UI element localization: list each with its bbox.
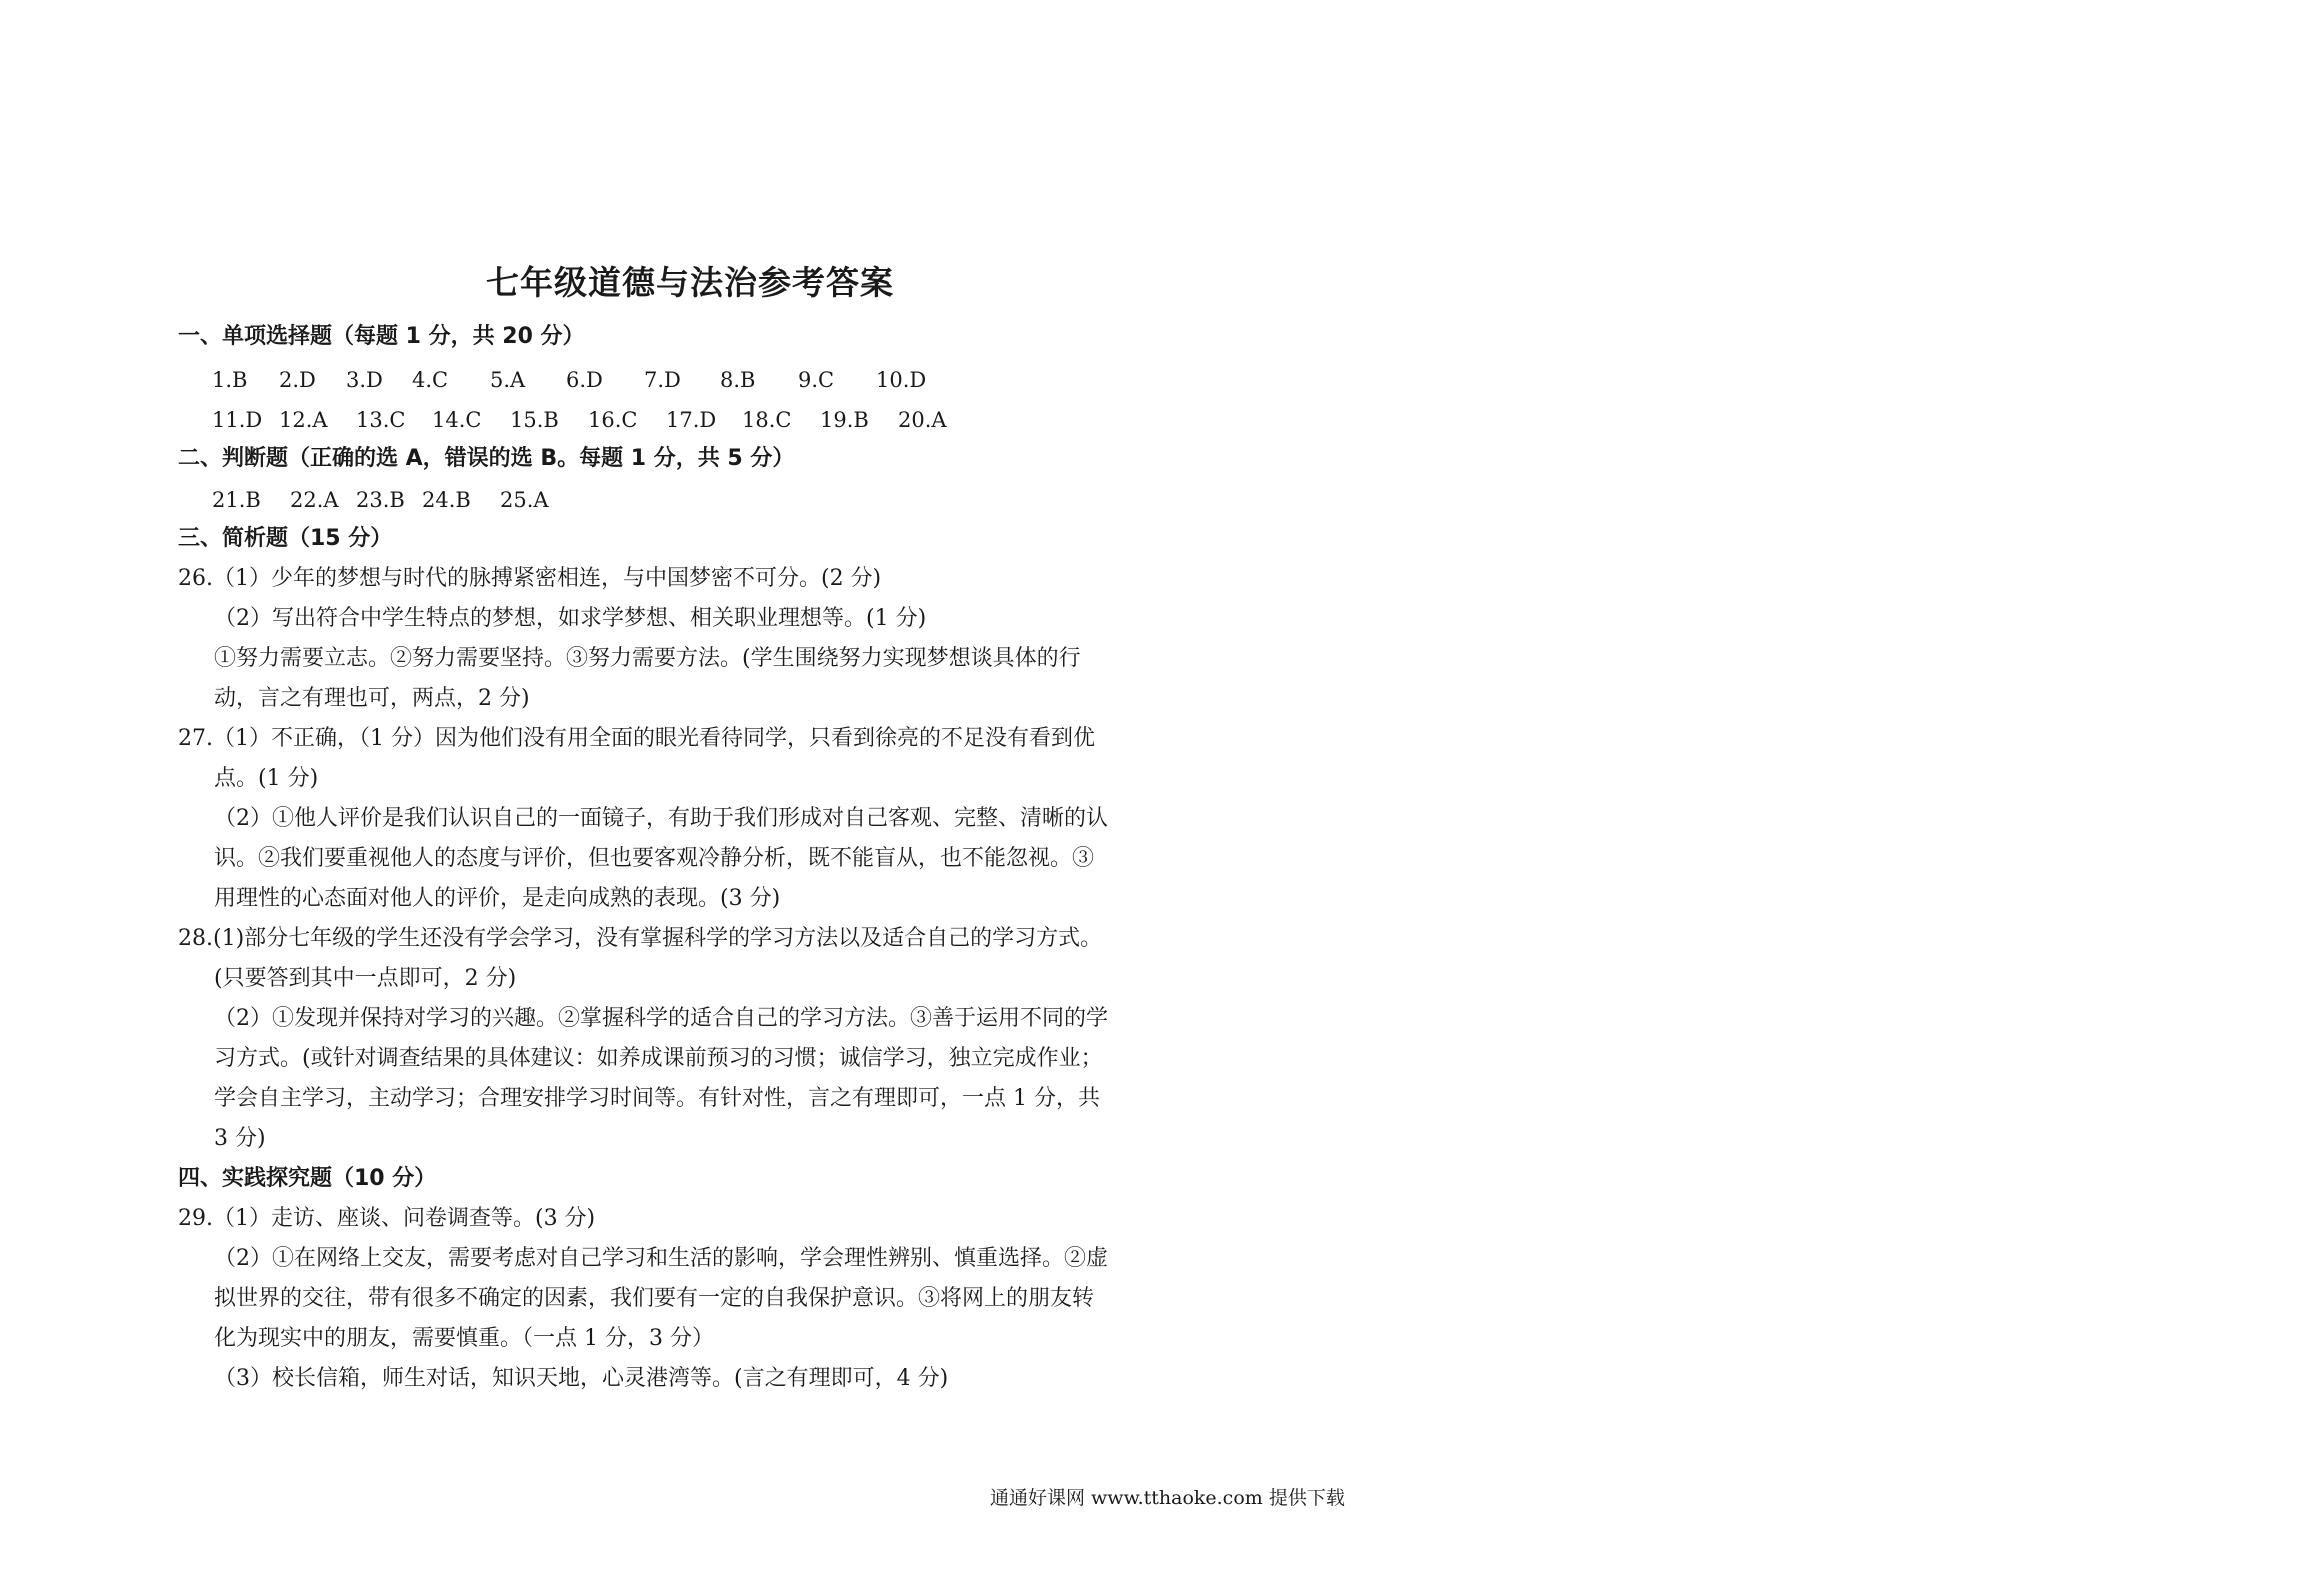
section3-heading: 三、简析题（15 分） (178, 526, 393, 551)
q28-line-3: （2）①发现并保持对学习的兴趣。②掌握科学的适合自己的学习方法。③善于运用不同的学 (214, 1006, 1109, 1031)
q27-line-1: 27.（1）不正确，（1 分）因为他们没有用全面的眼光看待同学，只看到徐亮的不足没有看到优 (178, 726, 1095, 751)
q28-line-4: 习方式。(或针对调查结果的具体建议：如养成课前预习的习惯；诚信学习，独立完成作业； (214, 1046, 1103, 1071)
q27-line-3: （2）①他人评价是我们认识自己的一面镜子，有助于我们形成对自己客观、完整、清晰的认 (214, 806, 1109, 831)
answer-25: 25.A (500, 488, 549, 512)
answer-22: 22.A (290, 488, 339, 512)
q29-line-5: （3）校长信箱，师生对话，知识天地，心灵港湾等。(言之有理即可，4 分) (214, 1366, 949, 1391)
q27-line-4: 识。②我们要重视他人的态度与评价，但也要客观冷静分析，既不能盲从，也不能忽视。③ (214, 846, 1095, 871)
section1-heading: 一、单项选择题（每题 1 分，共 20 分） (178, 324, 585, 349)
q27-line-2: 点。(1 分) (214, 766, 319, 791)
answer-15: 15.B (510, 408, 559, 432)
page-footer: 通通好课网 www.tthaoke.com 提供下载 (990, 1487, 1345, 1509)
answer-16: 16.C (588, 408, 638, 432)
answer-12: 12.A (279, 408, 328, 432)
answer-8: 8.B (720, 368, 756, 392)
q26-line-1: 26.（1）少年的梦想与时代的脉搏紧密相连，与中国梦密不可分。(2 分) (178, 566, 882, 591)
answer-6: 6.D (566, 368, 603, 392)
answer-13: 13.C (356, 408, 406, 432)
section2-heading: 二、判断题（正确的选 A，错误的选 B。每题 1 分，共 5 分） (178, 446, 795, 471)
q26-line-4: 动，言之有理也可，两点，2 分) (214, 686, 530, 711)
answer-24: 24.B (422, 488, 471, 512)
page-title: 七年级道德与法治参考答案 (486, 263, 894, 302)
q26-line-2: （2）写出符合中学生特点的梦想，如求学梦想、相关职业理想等。(1 分) (214, 606, 927, 631)
section4-heading: 四、实践探究题（10 分） (178, 1166, 437, 1191)
q26-line-3: ①努力需要立志。②努力需要坚持。③努力需要方法。(学生围绕努力实现梦想谈具体的行 (214, 646, 1081, 671)
q28-line-5: 学会自主学习，主动学习；合理安排学习时间等。有针对性，言之有理即可，一点 1 分，共 (214, 1086, 1100, 1111)
answer-21: 21.B (212, 488, 261, 512)
q28-line-2: (只要答到其中一点即可，2 分) (214, 966, 517, 991)
q29-line-1: 29.（1）走访、座谈、问卷调查等。(3 分) (178, 1206, 596, 1231)
answer-3: 3.D (346, 368, 383, 392)
q29-line-2: （2）①在网络上交友，需要考虑对自己学习和生活的影响，学会理性辨别、慎重选择。②虚 (214, 1246, 1109, 1271)
answer-10: 10.D (876, 368, 927, 392)
answer-5: 5.A (490, 368, 526, 392)
answer-4: 4.C (412, 368, 449, 392)
q29-line-3: 拟世界的交往，带有很多不确定的因素，我们要有一定的自我保护意识。③将网上的朋友转 (214, 1286, 1095, 1311)
answer-14: 14.C (432, 408, 482, 432)
q28-line-1: 28.(1)部分七年级的学生还没有学会学习，没有掌握科学的学习方法以及适合自己的学习方式。 (178, 926, 1103, 951)
q28-line-6: 3 分) (214, 1126, 266, 1151)
answer-19: 19.B (820, 408, 869, 432)
answer-2: 2.D (279, 368, 316, 392)
q27-line-5: 用理性的心态面对他人的评价，是走向成熟的表现。(3 分) (214, 886, 781, 911)
answer-23: 23.B (356, 488, 405, 512)
answer-9: 9.C (798, 368, 835, 392)
answer-17: 17.D (666, 408, 717, 432)
answer-18: 18.C (742, 408, 792, 432)
answer-7: 7.D (644, 368, 681, 392)
answer-1: 1.B (212, 368, 248, 392)
q29-line-4: 化为现实中的朋友，需要慎重。（一点 1 分，3 分） (214, 1326, 714, 1351)
answer-20: 20.A (898, 408, 947, 432)
answer-11: 11.D (212, 408, 263, 432)
